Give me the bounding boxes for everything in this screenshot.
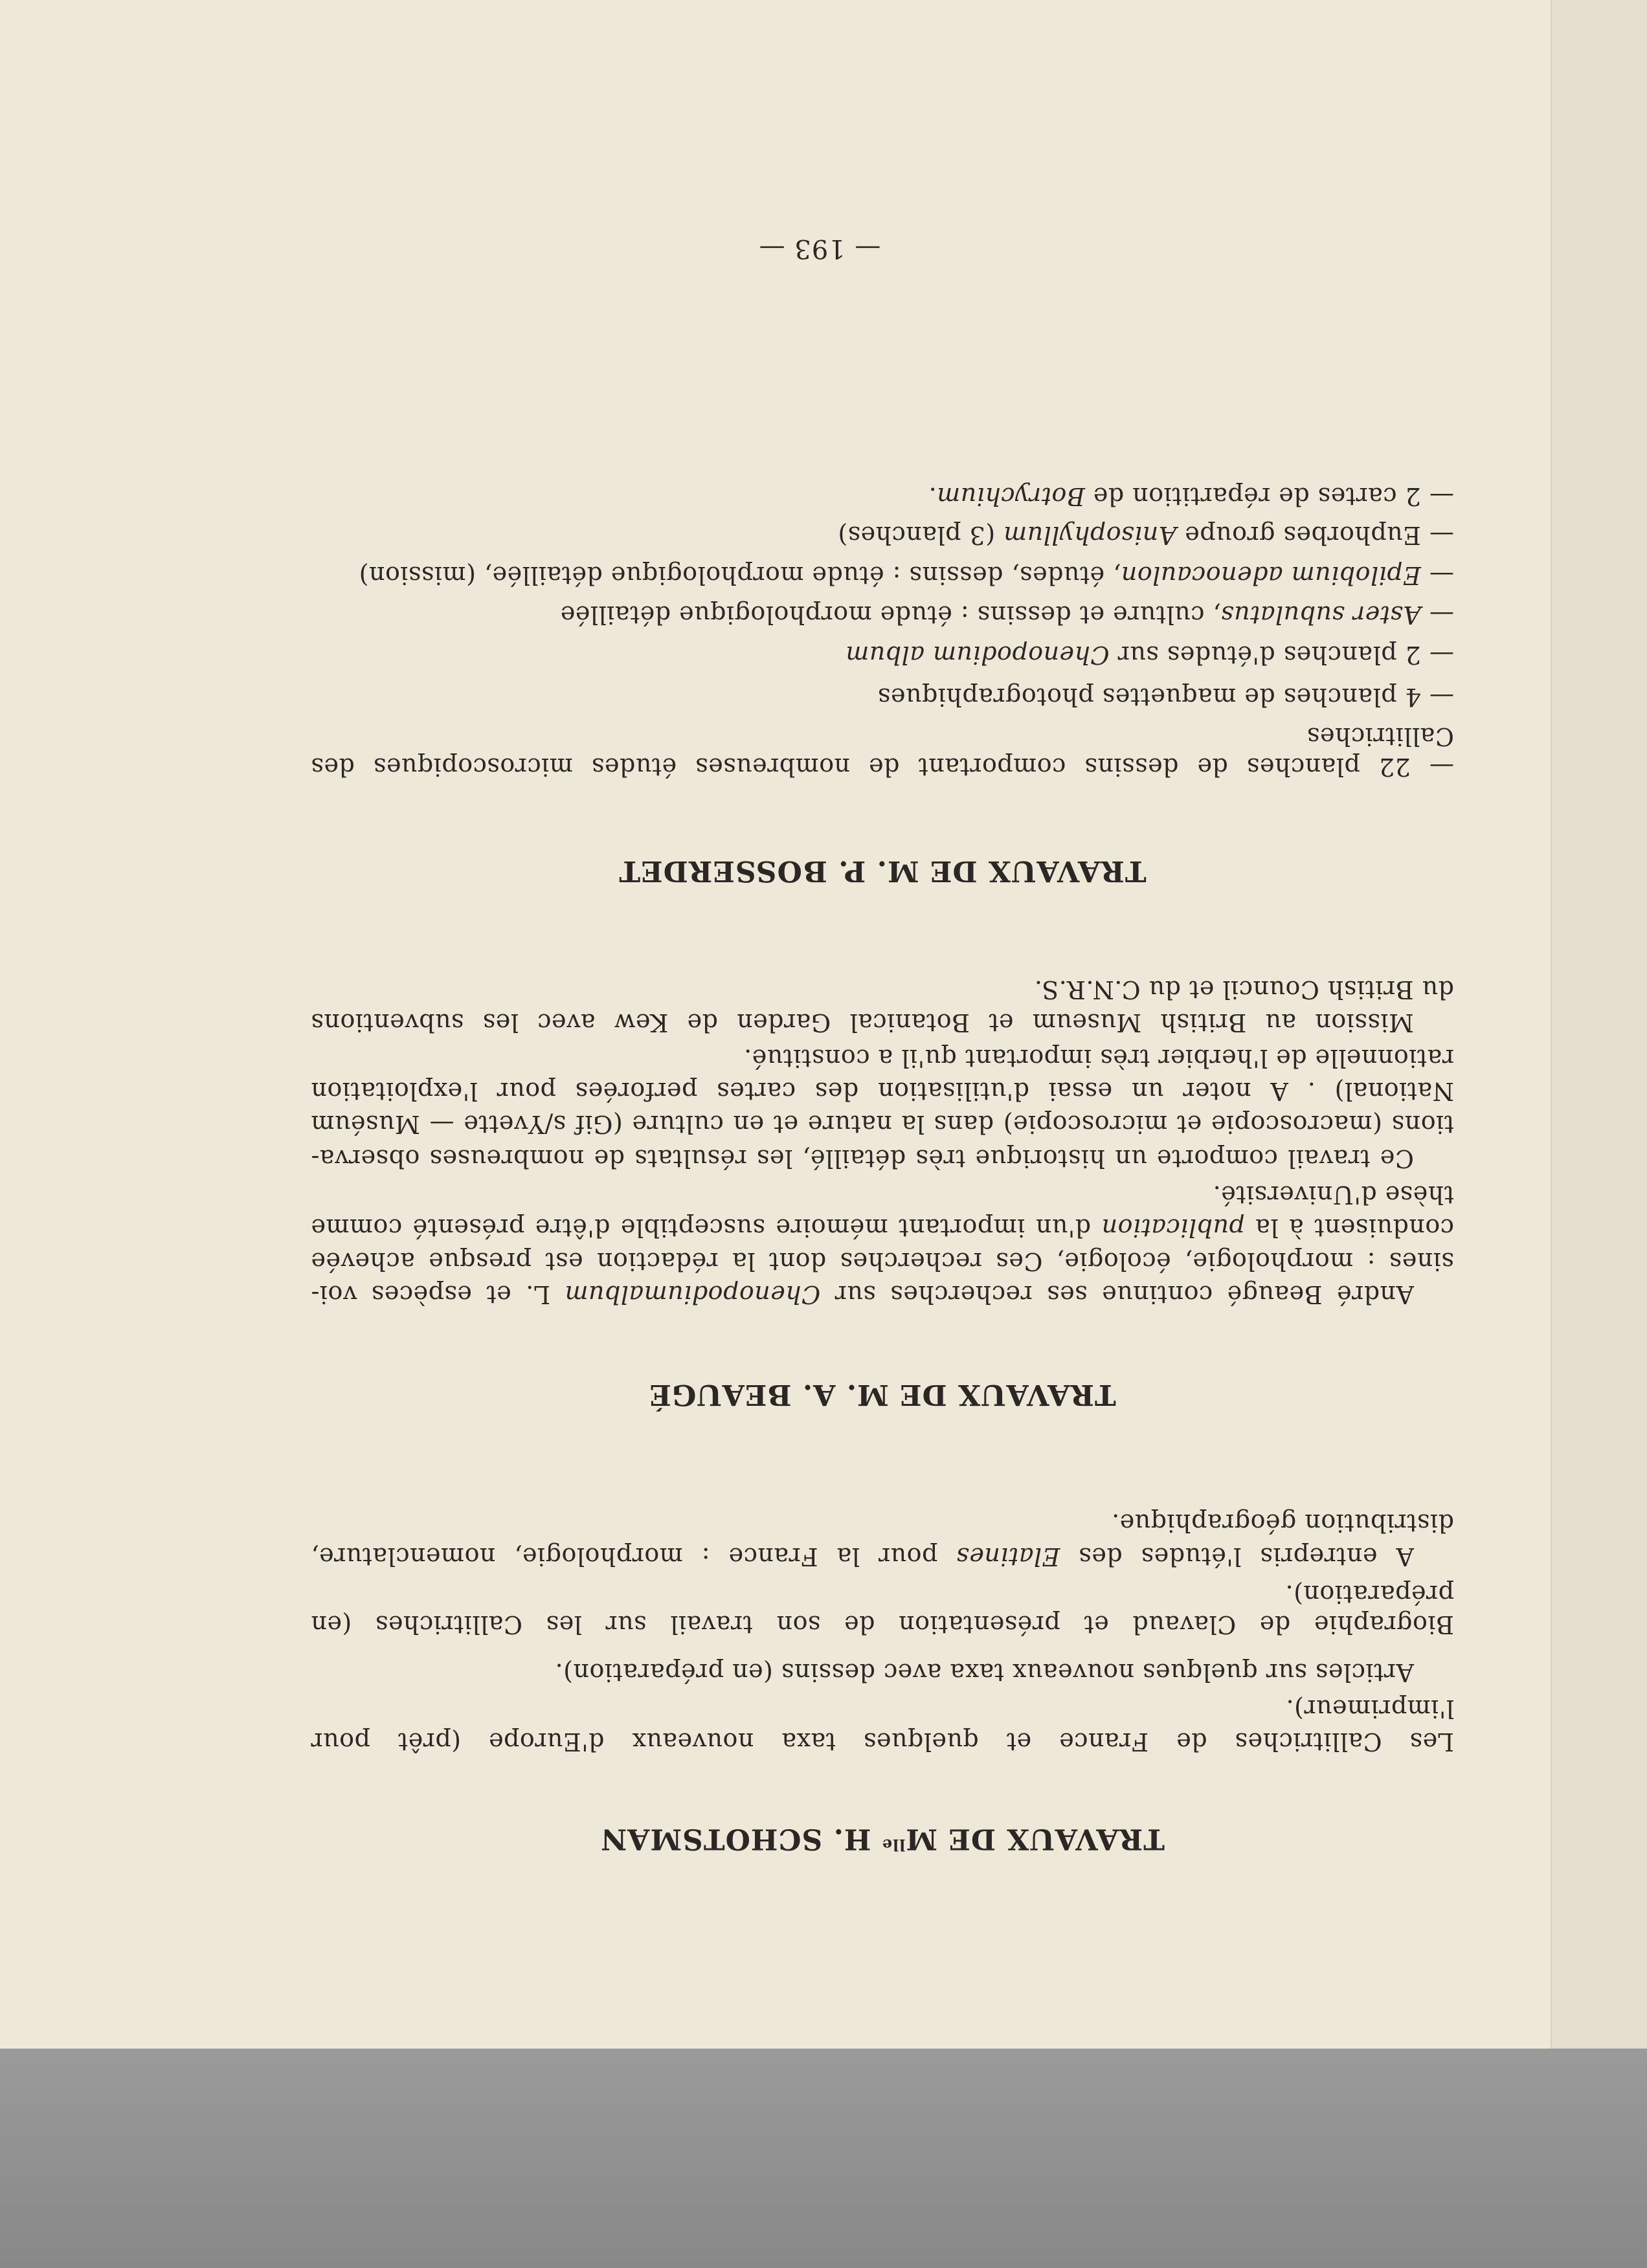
italic-taxon: Anisophyllum: [1003, 521, 1177, 550]
italic-taxon: Chenopodiumalbum: [565, 1280, 821, 1309]
heading-beauge: TRAVAUX DE M. A. BEAUGÉ: [649, 1378, 1116, 1411]
italic-word: publication: [1101, 1214, 1245, 1242]
text-line: [311, 1213, 1454, 1243]
list-item: [311, 561, 1454, 590]
text-segment: , études, dessins : étude morphologique détaillée, (mission): [359, 561, 1121, 590]
scanner-background: [0, 2049, 1647, 2268]
italic-taxon: Chenopodium album: [845, 641, 1110, 669]
list-item: [311, 640, 1454, 670]
text-line: Callitriches: [1306, 722, 1454, 751]
list-item: — 22 planches de dessins comportant de nombreuses études microscopiques des: [311, 753, 1454, 781]
text-segment: A entrepris l'études des: [1060, 1542, 1414, 1571]
text-segment: , culture et dessins : étude morphologique détaillée: [560, 601, 1221, 629]
text-segment: André Beaugé continue ses recherches sur: [820, 1280, 1414, 1309]
list-item: — 4 planches de maquettes photographiques: [877, 683, 1454, 711]
text-line: [311, 1280, 1454, 1309]
text-line: National) . A noter un essai d'utilisation des cartes perforées pour l'exploitation: [311, 1077, 1454, 1106]
text-line: du British Council et du C.N.R.S.: [1034, 975, 1454, 1004]
text-line: distribution géographique.: [1111, 1509, 1454, 1537]
heading-bosserdet: TRAVAUX DE M. P. BOSSERDET: [618, 854, 1147, 887]
text-line: Les Callitriches de France et quelques taxa nouveaux d'Europe (prêt pour: [311, 1728, 1454, 1756]
text-segment: d'un important mémoire susceptible d'être présenté comme: [311, 1214, 1102, 1242]
text-line: Biographie de Clavaud et présentation de son travail sur les Callitriches (en: [311, 1610, 1454, 1639]
heading-superscript: lle: [881, 1836, 906, 1854]
text-line: Mission au British Museum et Botanical Garden de Kew avec les subventions: [311, 1008, 1414, 1037]
list-item: [311, 520, 1454, 550]
text-segment: conduisent à la: [1244, 1214, 1454, 1242]
text-segment: — 2 planches d'études sur: [1109, 641, 1454, 669]
heading-text: TRAVAUX DE M: [905, 1822, 1165, 1856]
list-item: [311, 482, 1454, 511]
text-segment: (3 planches): [837, 521, 1003, 550]
italic-taxon: Aster subulatus: [1220, 601, 1421, 629]
text-line: l'imprimeur).: [1286, 1695, 1454, 1723]
text-line: thèse d'Université.: [1213, 1181, 1454, 1209]
text-line: [311, 1542, 1454, 1572]
text-segment: — Euphorbes groupe: [1176, 521, 1454, 550]
heading-schotsman: [311, 1822, 1454, 1861]
text-line: Ce travail comporte un historique très détaillé, les résultats de nombreuses observa-: [311, 1144, 1414, 1173]
heading-text: H. SCHOTSMAN: [600, 1822, 882, 1856]
italic-taxon: Botrychium: [936, 482, 1085, 511]
italic-taxon: Elatines: [956, 1542, 1060, 1571]
text-line: sines : morphologie, écologie, Ces recherches dont la rédaction est presque achevée: [311, 1247, 1454, 1276]
text-line: rationnelle de l'herbier très important qu'il a constitué.: [743, 1044, 1454, 1073]
page-number: — 193 —: [758, 234, 881, 263]
text-segment: —: [1420, 561, 1454, 590]
text-segment: L. et espèces voi-: [311, 1280, 565, 1309]
text-line: préparation).: [1285, 1580, 1454, 1608]
text-segment: .: [928, 482, 937, 511]
italic-taxon: Epilobium adenocaulon: [1121, 561, 1421, 590]
text-segment: —: [1420, 601, 1454, 629]
text-line: tions (macroscopie et microscopie) dans la nature et en culture (Gif s/Yvette — Muséum: [311, 1110, 1454, 1139]
text-segment: pour la France : morphologie, nomenclature,: [310, 1542, 956, 1571]
text-segment: — 2 cartes de répartition de: [1084, 482, 1454, 511]
text-line: Articles sur quelques nouveaux taxa avec dessins (en préparation).: [555, 1658, 1414, 1687]
list-item: [311, 600, 1454, 630]
